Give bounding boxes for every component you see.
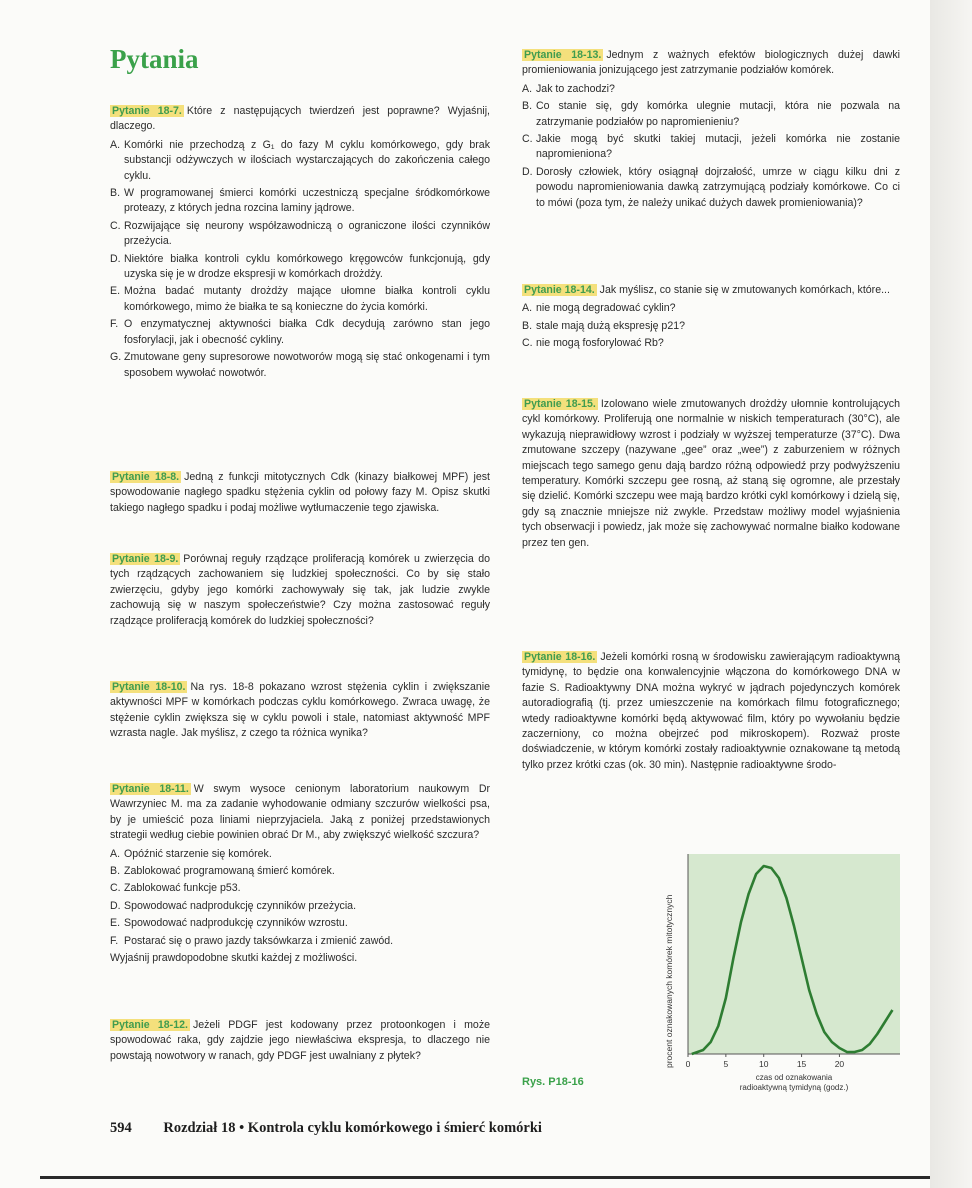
question-text xyxy=(110,470,490,516)
option-text: Spowodować nadprodukcję czynników przeżycia. xyxy=(124,899,357,912)
answer-option xyxy=(522,301,900,316)
question-text xyxy=(522,283,900,298)
option-letter: D. xyxy=(110,899,121,912)
answer-options xyxy=(522,82,900,211)
option-text: Zablokować programowaną śmierć komórek. xyxy=(124,865,335,878)
answer-option xyxy=(110,916,490,931)
question-label: Pytanie 18-15. xyxy=(524,398,596,410)
option-text: Co stanie się, gdy komórka ulegnie mutacji, która nie pozwala na zatrzymanie podziałów po napromienieniu? xyxy=(536,100,900,128)
option-letter: A. xyxy=(110,847,121,860)
chart-ylabel: procent oznakowanych komórek mitotycznych xyxy=(664,894,674,1068)
question-block xyxy=(522,48,900,213)
page-edge xyxy=(930,0,972,1188)
question-label: Pytanie 18-12. xyxy=(112,1019,188,1031)
question-body: Jedną z funkcji mitotycznych Cdk (kinazy białkowej MPF) jest spowodowanie nagłego spadku stężenia cyklin od połowy fazy M. Opisz skutki takiego nagłego spadku i podaj możliwe wytłumaczenie tego zjawiska. xyxy=(110,471,490,514)
question-text xyxy=(110,782,490,844)
question-block xyxy=(110,680,490,742)
question-block xyxy=(110,104,490,383)
chapter-title: Rozdział 18 • Kontrola cyklu komórkowego i śmierć komórki xyxy=(163,1120,542,1136)
answer-option xyxy=(110,138,490,184)
option-text: stale mają dużą ekspresję p21? xyxy=(536,319,685,332)
x-tick-label: 20 xyxy=(834,1059,845,1069)
question-body: Jeżeli komórki rosną w środowisku zawierającym radioaktywną tymidynę, to będzie ona konwalencyjnie włączona do komórkowego DNA w fazie S. Radioaktywny DNA można wykryć w jądrach pojedynczych komórek autoradiografią (tj. przez umieszczenie na komórkach filmu fotograficznego; wtedy radioaktywne komórki będą aktywować film, który po wywołaniu będzie zaczerniony, co można obejrzeć pod mikroskopem). Rozważ proste doświadczenie, w którym komórki zostały radioaktywnie oznakowane tą metodą tylko przez krótki czas (ok. 30 min). Następnie radioaktywne środo- xyxy=(522,651,900,771)
x-tick-label: 10 xyxy=(758,1059,769,1069)
option-text: Rozwijające się neurony współzawodniczą o ograniczone ilości czynników przeżycia. xyxy=(124,219,490,248)
option-letter: A. xyxy=(110,138,121,151)
option-letter: E. xyxy=(110,285,121,298)
chart xyxy=(660,848,910,1098)
answer-option xyxy=(522,99,900,130)
question-text xyxy=(522,650,900,773)
option-text: Jakie mogą być skutki takiej mutacji, jeżeli komórka nie zostanie napromieniona? xyxy=(536,133,900,161)
answer-options xyxy=(110,138,490,381)
option-letter: D. xyxy=(522,165,533,178)
question-label: Pytanie 18-8. xyxy=(112,471,180,483)
answer-option xyxy=(110,350,490,381)
answer-option xyxy=(522,319,900,334)
answer-option xyxy=(110,219,490,250)
question-body: Na rys. 18-8 pokazano wzrost stężenia cyklin i zwiększanie aktywności MPF w komórkach podczas cyklu komórkowego. Zwraca uwagę, że stężenie cyklin zwiększa się w cyklu powoli i stale, natomiast aktywność MPF wzrasta nagle. Jak myślisz, z czego ta różnica wynika? xyxy=(110,681,490,740)
option-text: nie mogą fosforylować Rb? xyxy=(536,337,664,350)
question-block xyxy=(110,782,490,966)
question-block xyxy=(110,470,490,516)
page-footer xyxy=(110,1120,542,1137)
answer-option xyxy=(110,317,490,348)
option-letter: C. xyxy=(522,133,533,146)
option-text: nie mogą degradować cyklin? xyxy=(536,302,676,315)
option-text: Zmutowane geny supresorowe nowotworów mogą się stać onkogenami i tym sposobem wywołać nowotwór. xyxy=(124,351,490,379)
answer-option xyxy=(522,336,900,351)
answer-option xyxy=(110,899,490,914)
question-text xyxy=(522,48,900,79)
option-letter: D. xyxy=(110,252,121,265)
question-body: Jeżeli PDGF jest kodowany przez protoonkogen i może spowodować raka, gdy zajdzie jego niewłaściwa ekspresja, to dlaczego nie powstają nowotwory w ranach, gdy PDGF jest uwalniany z płytek? xyxy=(110,1019,491,1062)
answer-option xyxy=(110,864,490,879)
chart-xlabel: radioaktywną tymidyną (godz.) xyxy=(739,1083,849,1092)
option-text: Dorosły człowiek, który osiągnął dojrzałość, umrze w ciągu kilku dni z powodu napromieniowania dawką zatrzymującą podziały komórkowe. Co ci to mówi (poza tym, że należy unikać dużych dawek promieniowania)? xyxy=(536,165,900,209)
question-label: Pytanie 18-14. xyxy=(524,284,595,296)
question-body: W swym wysoce cenionym laboratorium naukowym Dr Wawrzyniec M. ma za zadanie wyhodowanie odmiany szczurów wielkości psa, by je umieścić poza liniami nieprzyjaciela. Jaką z poniżej przedstawionych strategii według ciebie powinien obrać Dr M., aby zwiększyć wielkość szczura? xyxy=(110,783,490,842)
option-text: O enzymatycznej aktywności białka Cdk decydują zarówno stan jego fosforylacji, jak i obecność cykliny. xyxy=(124,318,490,346)
option-letter: A. xyxy=(522,82,533,95)
question-block xyxy=(110,1018,490,1064)
question-label: Pytanie 18-7. xyxy=(112,105,182,117)
x-tick-label: 5 xyxy=(723,1059,729,1069)
page-number: 594 xyxy=(110,1120,132,1136)
answer-options xyxy=(522,301,900,351)
option-letter: C. xyxy=(110,882,121,895)
section-title: Pytania xyxy=(110,44,199,74)
question-body: Porównaj reguły rządzące proliferacją komórek u zwierzęcia do tych rządzących zachowaniem się ludzkiej społeczności. Co by się stało zwierzęciu, gdyby jego komórki zachowywały się tak, jak ludzie zwykle zachowują się w naszym społeczeństwie? Czy można zastosować reguły rządzące proliferacją komórek do ludzkiej społeczności? xyxy=(110,553,490,627)
answer-option xyxy=(522,82,900,97)
question-text xyxy=(522,397,900,551)
x-tick-label: 0 xyxy=(685,1059,691,1069)
question-block xyxy=(522,650,900,773)
answer-option xyxy=(110,847,490,862)
answer-option xyxy=(110,252,490,283)
option-text: Komórki nie przechodzą z G₁ do fazy M cyklu komórkowego, gdy brak substancji odżywczych w ilościach wystarczających do zakończenia całego cyklu. xyxy=(124,138,490,182)
chart-svg xyxy=(660,848,910,1098)
question-block xyxy=(522,397,900,551)
question-block xyxy=(522,283,900,354)
option-letter: E. xyxy=(110,917,121,930)
question-text xyxy=(110,104,490,135)
option-letter: B. xyxy=(522,100,533,113)
chart-xlabel: czas od oznakowania xyxy=(755,1073,833,1082)
option-letter: C. xyxy=(110,219,121,232)
option-text: W programowanej śmierci komórki uczestniczą specjalne śródkomórkowe proteazy, z których jedna rozcina laminy jądrowe. xyxy=(124,187,490,215)
question-followup: Wyjaśnij prawdopodobne skutki każdej z możliwości. xyxy=(110,952,358,965)
question-body: Izolowano wiele zmutowanych drożdży ułomnie kontrolujących cykl komórkowy. Proliferują one normalnie w niskich temperaturach (30°C), ale wykazują nieprawidłowy wzrost i podziały w wyższej temperaturze (37°C). Dwa zmutowane szczepy (nazywane „gee” oraz „wee”) z zaburzeniem w różnych miejscach tego samego genu dają bardzo różną odpowiedź przy podwyższeniu temperatury. Komórki szczepu gee rosną, aż staną się ogromne, ale przestały się dzielić. Komórki szczepu wee mają bardzo krótki cykl komórkowy i dzielą się, gdy są znacznie mniejsze niż zwykle. Przedstaw możliwy model wyjaśnienia tych obserwacji i powiedz, jak może się zachowywać normalne białko kodowane przez ten gen. xyxy=(522,398,900,549)
answer-options xyxy=(110,847,490,949)
question-body: Jak myślisz, co stanie się w zmutowanych komórkach, które... xyxy=(599,284,890,296)
question-label: Pytanie 18-10. xyxy=(112,681,186,693)
question-label: Pytanie 18-9. xyxy=(112,553,179,565)
question-label: Pytanie 18-11. xyxy=(112,783,189,795)
x-tick-label: 15 xyxy=(796,1059,807,1069)
option-letter: B. xyxy=(110,865,121,878)
option-letter: A. xyxy=(522,302,533,315)
answer-option xyxy=(522,132,900,163)
option-text: Niektóre białka kontroli cyklu komórkowego kręgowców funkcjonują, gdy uzyska się je w drodze ekspresji w komórkach drożdży. xyxy=(124,252,490,281)
question-body: Jednym z ważnych efektów biologicznych dużej dawki promieniowania jonizującego jest zatrzymanie podziałów komórek. xyxy=(522,49,900,77)
answer-option xyxy=(522,165,900,211)
option-letter: C. xyxy=(522,337,533,350)
option-text: Zablokować funkcje p53. xyxy=(124,882,241,895)
answer-option xyxy=(110,934,490,949)
question-text xyxy=(110,680,490,742)
question-text xyxy=(110,1018,490,1064)
answer-option xyxy=(110,186,490,217)
question-text xyxy=(110,552,490,629)
question-block xyxy=(110,552,490,629)
figure-caption: Rys. P18-16 xyxy=(522,1076,584,1088)
bottom-rule xyxy=(40,1176,930,1179)
answer-option xyxy=(110,881,490,896)
option-text: Spowodować nadprodukcję czynników wzrostu. xyxy=(124,917,348,930)
option-letter: F. xyxy=(110,934,119,947)
option-text: Jak to zachodzi? xyxy=(536,82,615,95)
question-label: Pytanie 18-13. xyxy=(524,49,602,61)
option-text: Można badać mutanty drożdży mające ułomne białka kontroli cyklu komórkowego, mimo że białka te są konieczne do życia komórki. xyxy=(124,285,490,313)
option-text: Postarać się o prawo jazdy taksówkarza i zmienić zawód. xyxy=(124,934,394,947)
option-letter: G. xyxy=(110,351,122,364)
option-text: Opóźnić starzenie się komórek. xyxy=(124,847,272,860)
question-label: Pytanie 18-16. xyxy=(524,651,596,663)
option-letter: B. xyxy=(522,319,533,332)
option-letter: F. xyxy=(110,318,119,331)
option-letter: B. xyxy=(110,187,121,200)
answer-option xyxy=(110,284,490,315)
question-body: Które z następujących twierdzeń jest poprawne? Wyjaśnij, dlaczego. xyxy=(110,105,490,133)
